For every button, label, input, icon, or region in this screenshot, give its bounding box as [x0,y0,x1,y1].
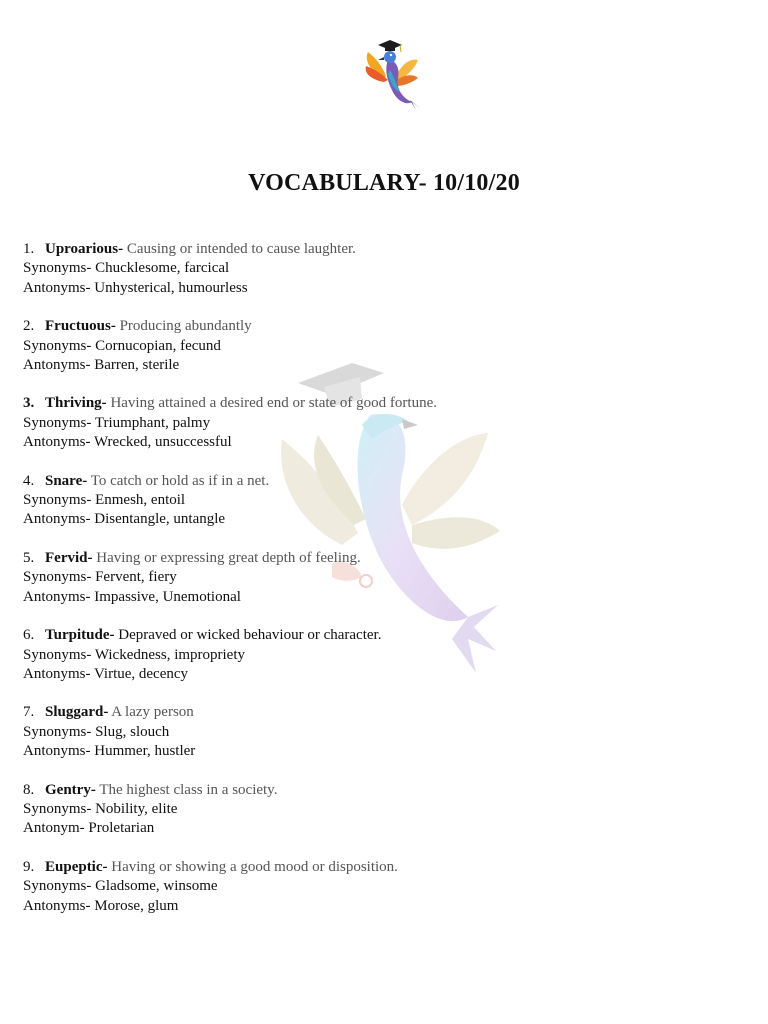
entry-number: 7. [23,704,35,721]
entry-antonyms: Antonyms- Unhysterical, humourless [23,279,248,296]
entry-number: 6. [23,627,35,644]
page-title: VOCABULARY- 10/10/20 [248,170,520,196]
entry-number: 1. [23,241,35,257]
entry-word: Thriving- [45,395,107,412]
entry-headline [23,549,743,568]
entry-headline [23,626,743,645]
entry-word: Uproarious- [45,241,124,257]
vocabulary-entry [23,703,743,761]
entry-antonyms: Antonym- Proletarian [23,820,155,837]
entry-word: Turpitude- [45,627,115,644]
entry-antonyms: Antonyms- Wrecked, unsuccessful [23,434,232,451]
entry-definition: A lazy person [111,704,194,721]
entry-synonyms: Synonyms- Cornucopian, fecund [23,337,221,354]
entry-headline [23,240,743,259]
entry-synonyms: Synonyms- Slug, slouch [23,723,170,740]
vocabulary-entry [23,626,743,684]
entry-word: Fructuous- [45,318,116,335]
entry-number: 2. [23,318,35,335]
entry-antonyms: Antonyms- Disentangle, untangle [23,511,226,528]
vocabulary-list [23,240,743,935]
entry-word: Fervid- [45,549,93,566]
entry-definition: The highest class in a society. [99,781,278,798]
entry-headline [23,394,743,413]
entry-definition: Having attained a desired end or state of good fortune. [110,395,437,412]
entry-word: Snare- [45,472,88,489]
vocabulary-entry [23,394,743,452]
entry-number: 9. [23,858,35,875]
entry-antonyms: Antonyms- Barren, sterile [23,357,180,374]
entry-definition: Causing or intended to cause laughter. [126,241,356,257]
entry-synonyms: Synonyms- Gladsome, winsome [23,878,218,895]
entry-headline [23,317,743,336]
entry-number: 5. [23,549,35,566]
vocabulary-entry [23,317,743,375]
vocabulary-entry [23,472,743,530]
vocabulary-entry [23,240,743,298]
entry-number: 8. [23,781,35,798]
entry-synonyms: Synonyms- Triumphant, palmy [23,414,211,431]
entry-word: Gentry- [45,781,96,798]
entry-definition: Having or showing a good mood or disposition. [111,858,398,875]
entry-synonyms: Synonyms- Wickedness, impropriety [23,646,246,663]
vocabulary-entry [23,549,743,607]
entry-number: 3. [23,395,35,412]
entry-word: Eupeptic- [45,858,108,875]
entry-definition: Depraved or wicked behaviour or character. [118,627,382,644]
parrot-graduate-logo-icon [330,30,454,122]
vocabulary-entry [23,858,743,916]
entry-definition: Producing abundantly [119,318,252,335]
entry-headline [23,472,743,491]
entry-synonyms: Synonyms- Chucklesome, farcical [23,260,230,277]
entry-antonyms: Antonyms- Virtue, decency [23,665,189,682]
entry-antonyms: Antonyms- Morose, glum [23,897,179,914]
entry-definition: Having or expressing great depth of feeling. [96,549,361,566]
entry-headline [23,858,743,877]
entry-definition: To catch or hold as if in a net. [90,472,270,489]
entry-antonyms: Antonyms- Hummer, hustler [23,743,196,760]
entry-headline [23,703,743,722]
entry-word: Sluggard- [45,704,109,721]
entry-number: 4. [23,472,35,489]
entry-headline [23,781,743,800]
entry-synonyms: Synonyms- Nobility, elite [23,800,178,817]
entry-synonyms: Synonyms- Enmesh, entoil [23,492,186,509]
vocabulary-entry [23,781,743,839]
entry-synonyms: Synonyms- Fervent, fiery [23,569,177,586]
entry-antonyms: Antonyms- Impassive, Unemotional [23,588,241,605]
